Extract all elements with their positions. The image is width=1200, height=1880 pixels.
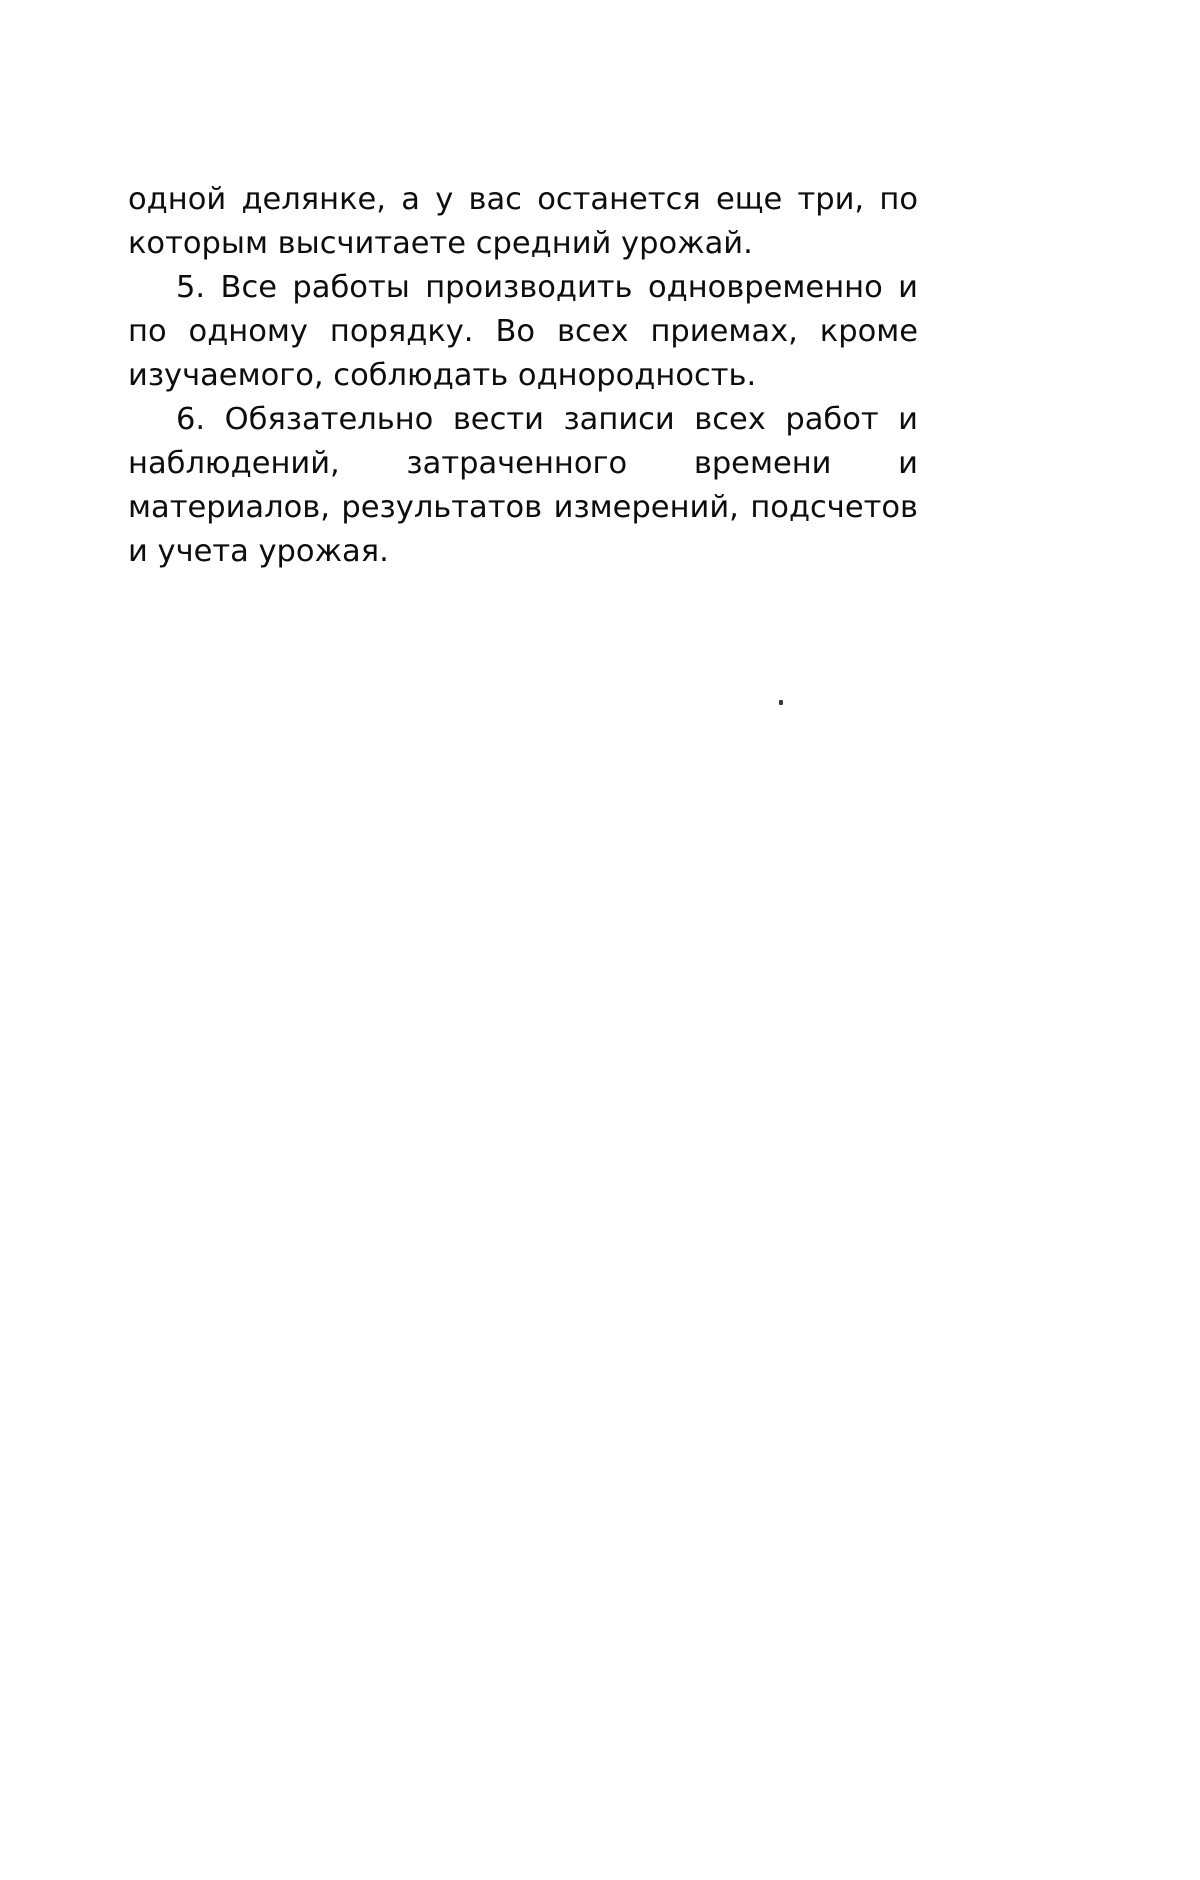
paragraph-item-6: 6. Обязательно вести записи всех работ и наблюдений, затраченного времени и материалов, результатов измерений, подсчетов и учета урожая. <box>128 402 918 569</box>
paragraph-continuation: одной делянке, а у вас останется еще три, по которым высчитаете средний урожай. <box>128 182 918 261</box>
page-speck <box>779 700 783 705</box>
paragraph-item-5: 5. Все работы производить одновременно и по одному порядку. Во всех приемах, кроме изучаемого, соблюдать однородность. <box>128 270 918 393</box>
body-text <box>128 178 918 574</box>
